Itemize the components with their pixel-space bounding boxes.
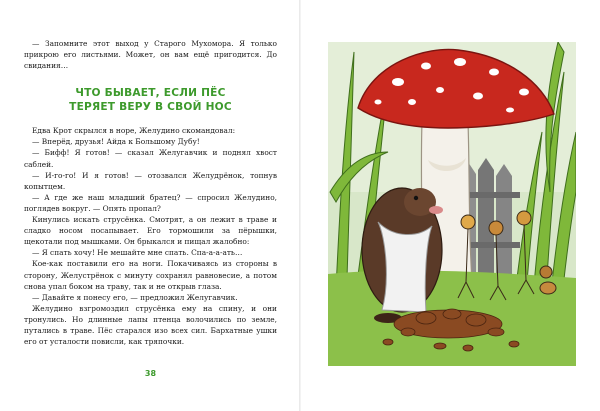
paragraph: — Вперёд, друзья! Айда к Большому Дубу! xyxy=(32,137,200,147)
left-page xyxy=(24,38,277,398)
illustration xyxy=(328,42,576,366)
paragraph: — Бифф! Я готов! — сказал Желугавчик и поднял хвост саблей. xyxy=(24,148,277,169)
paragraph: — Давайте я понесу его, — предложил Желугавчик. xyxy=(32,292,238,302)
intro-paragraph: — Запомните этот выход у Старого Мухомора. Я только прикрою его листьями. Может, он вам ещё пригодится. До свидания… xyxy=(24,39,277,71)
paragraph: — Я спать хочу! Не мешайте мне спать. Спа-а-а-ать… xyxy=(32,248,243,258)
chapter-heading-line1: ЧТО БЫВАЕТ, ЕСЛИ ПЁС xyxy=(75,87,226,100)
chapter-heading-line2: ТЕРЯЕТ ВЕРУ В СВОЙ НОС xyxy=(69,100,232,113)
paragraph: Едва Крот скрылся в норе, Желудино скомандовал: xyxy=(32,126,236,136)
paragraph: — И-го-го! И я готов! — отозвался Желудрёнок, топнув копытцем. xyxy=(24,170,277,191)
paragraph: Кое-как поставили его на ноги. Покачиваясь из стороны в сторону, Желустрёнок с минуту сохранял равновесие, а потом снова упал боком на траву, так и не открыв глаза. xyxy=(24,259,277,291)
page-gutter xyxy=(299,0,301,411)
chapter-heading xyxy=(24,87,277,114)
mole-mushroom-illustration xyxy=(328,42,576,366)
paragraph: Кинулись искать струсёнка. Смотрят, а он лежит в траве и сладко носом посапывает. Его тормошили за пёрышки, щекотали под мышками. Он брыкался и пищал жалобно: xyxy=(24,215,277,247)
paragraph: Желудино взгромоздил струсёнка ему на спину, и они тронулись. Но длинные лапы птенца волочились по земле, путались в траве. Пёс старался изо всех сил. Бархатные ушки его от усталости повисли, как тряпочки. xyxy=(24,303,277,347)
paragraph: — А где же наш младший братец? — спросил Желудино, поглядев вокруг. — Опять пропал? xyxy=(24,192,277,213)
page-number: 38 xyxy=(144,369,157,378)
